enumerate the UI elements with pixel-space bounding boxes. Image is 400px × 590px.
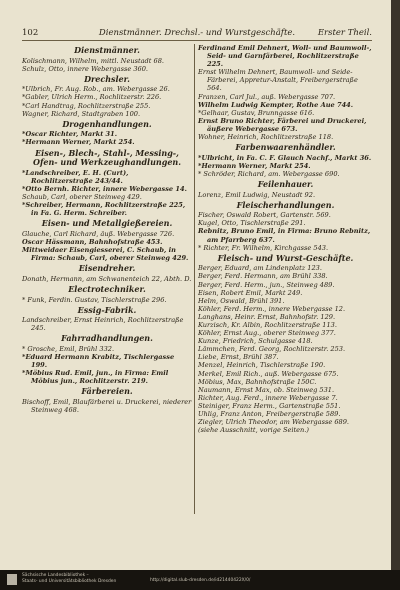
page-number: 102 [22, 28, 39, 38]
directory-entry: Helm, Oswald, Brühl 391. [198, 296, 285, 305]
directory-entry: * Funk, Ferdin. Gustav, Tischlerstraße 296. [22, 295, 167, 304]
directory-entry: Lämmchen, Ferd. Georg, Rochlitzerstr. 253. [198, 345, 346, 354]
left-column [22, 44, 192, 524]
directory-entry: Richter, Aug. Ferd., innere Webergasse 7. [198, 393, 338, 402]
directory-entry: Eisen, Robert Emil, Markt 249. [198, 288, 303, 297]
directory-entry: *Hermann Werner, Markt 254. [198, 161, 311, 170]
directory-entry: *Ulbrich, Fr. Aug. Rob., am. Webergasse 26. [22, 85, 170, 94]
directory-entry: Ernst Wilhelm Dehnert, Baumwoll- und Seide-Färberei, Appretur-Anstalt, Freibergerstraße 564. [198, 68, 360, 93]
directory-entry: Lorenz, Emil Ludwig, Neustadt 92. [198, 190, 316, 199]
right-column [198, 44, 373, 524]
directory-entry: * Grosche, Emil, Brühl 332. [22, 345, 115, 353]
directory-entry: Wagner, Richard, Stadtgraben 100. [22, 109, 141, 118]
directory-entry: Fischer, Oswald Robert, Gartenstr. 569. [198, 211, 331, 220]
directory-entry: Naumann, Ernst Max, ob. Steinweg 531. [198, 385, 335, 394]
section-heading: Dienstmänner. [74, 45, 140, 55]
header-section: Erster Theil. [317, 28, 372, 38]
library-logo-icon [7, 574, 17, 585]
section-heading: Färbereien. [81, 386, 133, 397]
directory-entry: Landschreiber, Ernst Heinrich, Rochlitzerstraße 245. [22, 316, 186, 333]
directory-entry: *Hermann Werner, Markt 254. [22, 138, 135, 147]
directory-entry: Schulz, Otto, innere Webergasse 360. [22, 64, 149, 73]
directory-entry: Kunze, Friedrich, Schulgasse 418. [198, 337, 313, 346]
directory-entry: Berger, Eduard, am Lindenplatz 123. [198, 264, 322, 273]
section-heading: Fleischerhandlungen. [236, 199, 335, 210]
directory-entry: Bischoff, Emil, Blaufärberei u. Druckerei, niederer Steinweg 468. [22, 398, 194, 415]
directory-entry: Oscar Hässmann, Bahnhofstraße 453. [22, 237, 163, 246]
library-name-line1: Sächsische Landesbibliothek – [22, 573, 89, 578]
header-title: Dienstmänner. Drechsl.- und Wurstgeschäfte. [98, 28, 296, 38]
library-name [22, 573, 116, 584]
directory-entry: Berger, Ferd. Hermann, am Brühl 338. [198, 272, 328, 281]
directory-entry: *Schreiber, Hermann, Rochlitzerstraße 225, in Fa. G. Herm. Schreiber. [22, 201, 188, 218]
section-heading: Drogenhandlungen. [62, 118, 152, 129]
directory-entry: Köhler, Ferd. Herm., innere Webergasse 12. [198, 304, 346, 313]
directory-entry: Donath, Hermann, am Schwanenteich 22, Abth. D. [22, 274, 192, 283]
directory-entry: *Gelhaar, Gustav, Brunngasse 616. [198, 108, 315, 117]
permalink[interactable]: http://digital.slub-dresden.de/id21440422X/0/ [150, 578, 251, 583]
directory-entry: * Schröder, Richard, am. Webergasse 690. [198, 169, 340, 178]
directory-entry: *Eduard Hermann Krabitz, Tischlergasse 199. [22, 353, 177, 370]
directory-entry: *Oscar Richter, Markt 31. [22, 130, 118, 139]
directory-entry: Kolischmann, Wilhelm, mittl. Neustadt 68. [22, 56, 165, 65]
directory-entry: Wilhelm Ludwig Kempter, Rothe Aue 744. [198, 100, 354, 109]
directory-entry: Ernst Bruno Richter, Färberei und Druckerei, äußere Webergasse 673. [198, 116, 369, 133]
directory-entry: Glauche, Carl Richard, äuß. Webergasse 726. [22, 229, 175, 238]
directory-entry: * Richter, Fr. Wilhelm, Kirchgasse 543. [198, 243, 329, 252]
directory-entry: Steiniger, Franz Herm., Gartenstraße 551. [198, 401, 341, 410]
scan-edge [391, 0, 400, 570]
section-heading: Eisendreher. [78, 263, 136, 274]
section-heading: Drechsler. [84, 73, 130, 84]
directory-entry: Ziegler, Ulrich Theodor, am Webergasse 689. [198, 418, 350, 427]
directory-entry: Rebnitz, Bruno Emil, in Firma: Bruno Rebnitz, am Pfarrberg 637. [198, 227, 373, 244]
directory-entry: Kurzisch, Kr. Albin, Rochlitzerstraße 113. [198, 321, 337, 329]
directory-entry: Möbius, Max, Bahnhofstraße 150C. [198, 377, 317, 386]
directory-entry: Uhlig, Franz Anton, Freibergerstraße 589. [198, 410, 341, 419]
directory-entry: Kugel, Otto, Tischlerstraße 291. [198, 219, 306, 228]
library-name-line2: Staats- und Universitätsbibliothek Dresden [22, 578, 117, 584]
directory-entry: Schaub, Carl, oberer Steinweg 429. [22, 193, 142, 201]
column-divider [194, 44, 195, 514]
section-heading: Eisen- und Metallgießereien. [41, 218, 173, 229]
directory-entry: *Landschreiber, E. H. (Curt), Rochlitzerstraße 243/44. [22, 168, 131, 185]
directory-entry: *Carl Handtrag, Rochlitzerstraße 255. [22, 101, 151, 110]
section-heading: Electrotechniker. [68, 283, 146, 294]
directory-entry: Mittweidaer Eisengiesserei, C. Schaub, in Firma: Schaub, Carl, oberer Steinweg 429. [22, 246, 189, 263]
section-heading: Feilenhauer. [257, 179, 314, 189]
directory-entry: *Ulbricht, in Fa. C. F. Glauch Nachf., Markt 36. [198, 153, 372, 162]
directory-entry: (siehe Ausschnitt, vorige Seiten.) [198, 426, 309, 435]
directory-entry: *Gabler, Ulrich Herm., Rochlitzerstr. 226. [22, 93, 162, 102]
directory-entry: Franzen, Carl Jul., auß. Webergasse 707. [198, 92, 336, 101]
directory-entry: Berger, Ferd. Herm., jun., Steinweg 489. [198, 280, 335, 289]
directory-entry: Menzel, Heinrich, Tischlerstraße 190. [198, 361, 326, 370]
directory-entry: Liebe, Ernst, Brühl 387. [198, 353, 279, 362]
section-heading: Fahrradhandlungen. [61, 333, 153, 344]
running-header [22, 28, 372, 41]
section-heading: Fleisch- und Wurst-Geschäfte. [217, 252, 354, 263]
directory-entry: Köhler, Ernst Aug., oberer Steinweg 377. [198, 329, 336, 338]
directory-entry: Ferdinand Emil Dehnert, Woll- und Baumwoll-, Seid- und Garnfärberei, Rochlitzerstraße 225. [198, 44, 374, 69]
section-heading: Essig-Fabrik. [77, 304, 137, 315]
library-footer [0, 570, 400, 590]
directory-entry: Merkel, Emil Rich., auß. Webergasse 675. [198, 369, 339, 378]
directory-entry: *Otto Bernh. Richter, innere Webergasse 14. [22, 184, 187, 193]
section-heading: Eisen-, Blech-, Stahl-, Messing-, Ofen- und Werkzeughandlungen. [32, 147, 182, 168]
directory-entry: Langhans, Heinr. Ernst, Bahnhofstr. 129. [198, 312, 336, 321]
directory-entry: Wohner, Heinrich, Rochlitzerstraße 118. [198, 133, 334, 142]
section-heading: Farbenwaarenhändler. [235, 142, 336, 153]
directory-entry: *Möbius Rud. Emil, jun., in Firma: Emil Möbius jun., Rochlitzerstr. 219. [22, 369, 171, 386]
